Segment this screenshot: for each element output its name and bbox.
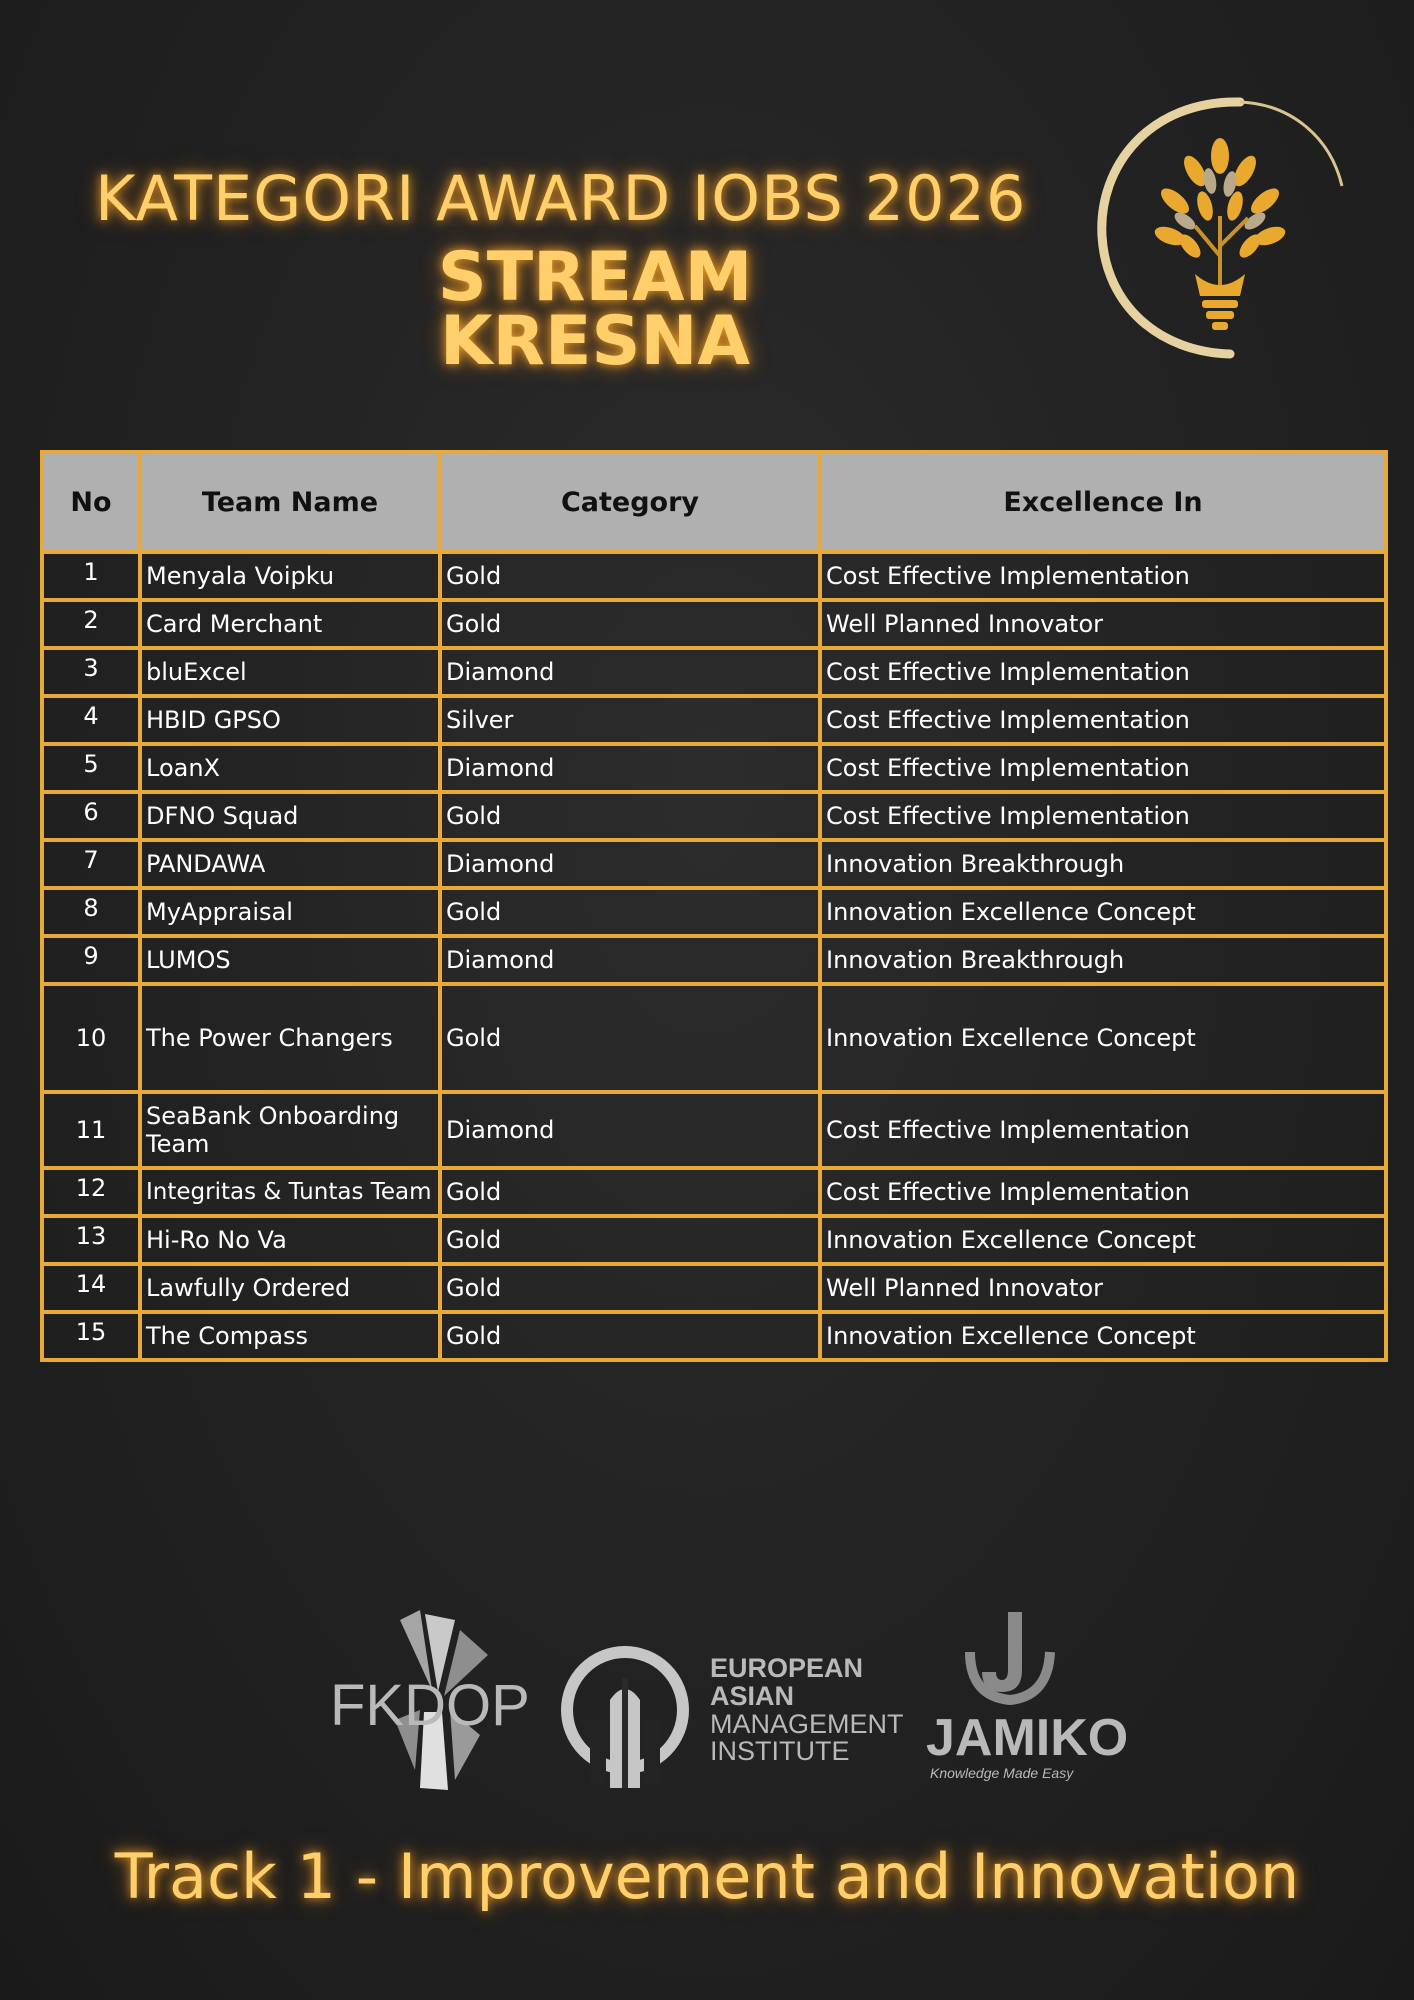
stream-title bbox=[360, 238, 830, 381]
cell-excellence: Innovation Excellence Concept bbox=[820, 1312, 1386, 1360]
cell-no: 13 bbox=[42, 1216, 140, 1264]
stream-name: KRESNA bbox=[439, 302, 751, 381]
table-row bbox=[42, 648, 1386, 696]
cell-no: 10 bbox=[42, 984, 140, 1092]
table-row bbox=[42, 696, 1386, 744]
eami-line2: ASIAN bbox=[710, 1681, 795, 1711]
cell-no: 14 bbox=[42, 1264, 140, 1312]
cell-no: 8 bbox=[42, 888, 140, 936]
cell-no: 2 bbox=[42, 600, 140, 648]
jamiko-logo bbox=[926, 1612, 1128, 1781]
eami-line4: INSTITUTE bbox=[710, 1736, 850, 1766]
table-row bbox=[42, 744, 1386, 792]
cell-excellence: Innovation Excellence Concept bbox=[820, 984, 1386, 1092]
cell-category: Gold bbox=[440, 1216, 820, 1264]
cell-excellence: Innovation Excellence Concept bbox=[820, 888, 1386, 936]
cell-category: Silver bbox=[440, 696, 820, 744]
cell-category: Gold bbox=[440, 600, 820, 648]
column-header-excellence-in: Excellence In bbox=[820, 452, 1386, 552]
table-row bbox=[42, 1168, 1386, 1216]
table-row bbox=[42, 1092, 1386, 1168]
cell-team-name: DFNO Squad bbox=[140, 792, 440, 840]
cell-no: 9 bbox=[42, 936, 140, 984]
cell-excellence: Innovation Excellence Concept bbox=[820, 1216, 1386, 1264]
awards-table bbox=[40, 450, 1388, 1362]
column-header-category: Category bbox=[440, 452, 820, 552]
cell-category: Diamond bbox=[440, 648, 820, 696]
jamiko-tagline: Knowledge Made Easy bbox=[930, 1765, 1074, 1781]
cell-category: Gold bbox=[440, 984, 820, 1092]
cell-category: Gold bbox=[440, 552, 820, 600]
cell-excellence: Innovation Breakthrough bbox=[820, 936, 1386, 984]
cell-excellence: Well Planned Innovator bbox=[820, 600, 1386, 648]
cell-no: 12 bbox=[42, 1168, 140, 1216]
cell-team-name: PANDAWA bbox=[140, 840, 440, 888]
cell-excellence: Cost Effective Implementation bbox=[820, 792, 1386, 840]
cell-category: Diamond bbox=[440, 936, 820, 984]
table-row bbox=[42, 1312, 1386, 1360]
table-row bbox=[42, 840, 1386, 888]
fkdop-logo bbox=[330, 1610, 530, 1790]
eami-logo bbox=[567, 1652, 904, 1788]
cell-no: 7 bbox=[42, 840, 140, 888]
cell-excellence: Cost Effective Implementation bbox=[820, 648, 1386, 696]
cell-category: Diamond bbox=[440, 840, 820, 888]
table-row bbox=[42, 600, 1386, 648]
cell-category: Gold bbox=[440, 1264, 820, 1312]
cell-team-name: Hi-Ro No Va bbox=[140, 1216, 440, 1264]
cell-team-name: LoanX bbox=[140, 744, 440, 792]
table-row bbox=[42, 552, 1386, 600]
eami-line1: EUROPEAN bbox=[710, 1653, 864, 1683]
cell-excellence: Cost Effective Implementation bbox=[820, 744, 1386, 792]
cell-team-name: SeaBank Onboarding Team bbox=[140, 1092, 440, 1168]
cell-team-name: Integritas & Tuntas Team bbox=[140, 1168, 440, 1216]
cell-excellence: Cost Effective Implementation bbox=[820, 1092, 1386, 1168]
cell-team-name: LUMOS bbox=[140, 936, 440, 984]
jamiko-text: JAMIKO bbox=[926, 1709, 1129, 1767]
cell-no: 11 bbox=[42, 1092, 140, 1168]
cell-team-name: MyAppraisal bbox=[140, 888, 440, 936]
cell-team-name: HBID GPSO bbox=[140, 696, 440, 744]
cell-excellence: Cost Effective Implementation bbox=[820, 552, 1386, 600]
tree-bulb-emblem bbox=[1090, 96, 1350, 362]
cell-team-name: Menyala Voipku bbox=[140, 552, 440, 600]
cell-no: 4 bbox=[42, 696, 140, 744]
cell-team-name: Lawfully Ordered bbox=[140, 1264, 440, 1312]
cell-excellence: Well Planned Innovator bbox=[820, 1264, 1386, 1312]
column-header-no: No bbox=[42, 452, 140, 552]
eami-line3: MANAGEMENT bbox=[710, 1709, 904, 1739]
sponsor-logos bbox=[320, 1600, 1129, 1800]
table-row bbox=[42, 1216, 1386, 1264]
table-row bbox=[42, 1264, 1386, 1312]
table-header-row bbox=[42, 452, 1386, 552]
track-footer: Track 1 - Improvement and Innovation bbox=[114, 1840, 1300, 1913]
column-header-team-name: Team Name bbox=[140, 452, 440, 552]
cell-no: 1 bbox=[42, 552, 140, 600]
page-title: KATEGORI AWARD IOBS 2026 bbox=[95, 162, 1027, 235]
table-row bbox=[42, 936, 1386, 984]
cell-no: 5 bbox=[42, 744, 140, 792]
cell-excellence: Innovation Breakthrough bbox=[820, 840, 1386, 888]
cell-category: Diamond bbox=[440, 1092, 820, 1168]
cell-no: 6 bbox=[42, 792, 140, 840]
stream-label: STREAM bbox=[437, 238, 753, 317]
cell-category: Gold bbox=[440, 888, 820, 936]
fkdop-text: FKDOP bbox=[330, 1673, 530, 1738]
cell-category: Gold bbox=[440, 1312, 820, 1360]
cell-team-name: The Power Changers bbox=[140, 984, 440, 1092]
cell-team-name: bluExcel bbox=[140, 648, 440, 696]
cell-excellence: Cost Effective Implementation bbox=[820, 696, 1386, 744]
table-row bbox=[42, 984, 1386, 1092]
cell-team-name: The Compass bbox=[140, 1312, 440, 1360]
cell-no: 3 bbox=[42, 648, 140, 696]
cell-category: Gold bbox=[440, 792, 820, 840]
cell-no: 15 bbox=[42, 1312, 140, 1360]
table-row bbox=[42, 888, 1386, 936]
cell-excellence: Cost Effective Implementation bbox=[820, 1168, 1386, 1216]
cell-category: Diamond bbox=[440, 744, 820, 792]
table-row bbox=[42, 792, 1386, 840]
cell-team-name: Card Merchant bbox=[140, 600, 440, 648]
cell-category: Gold bbox=[440, 1168, 820, 1216]
